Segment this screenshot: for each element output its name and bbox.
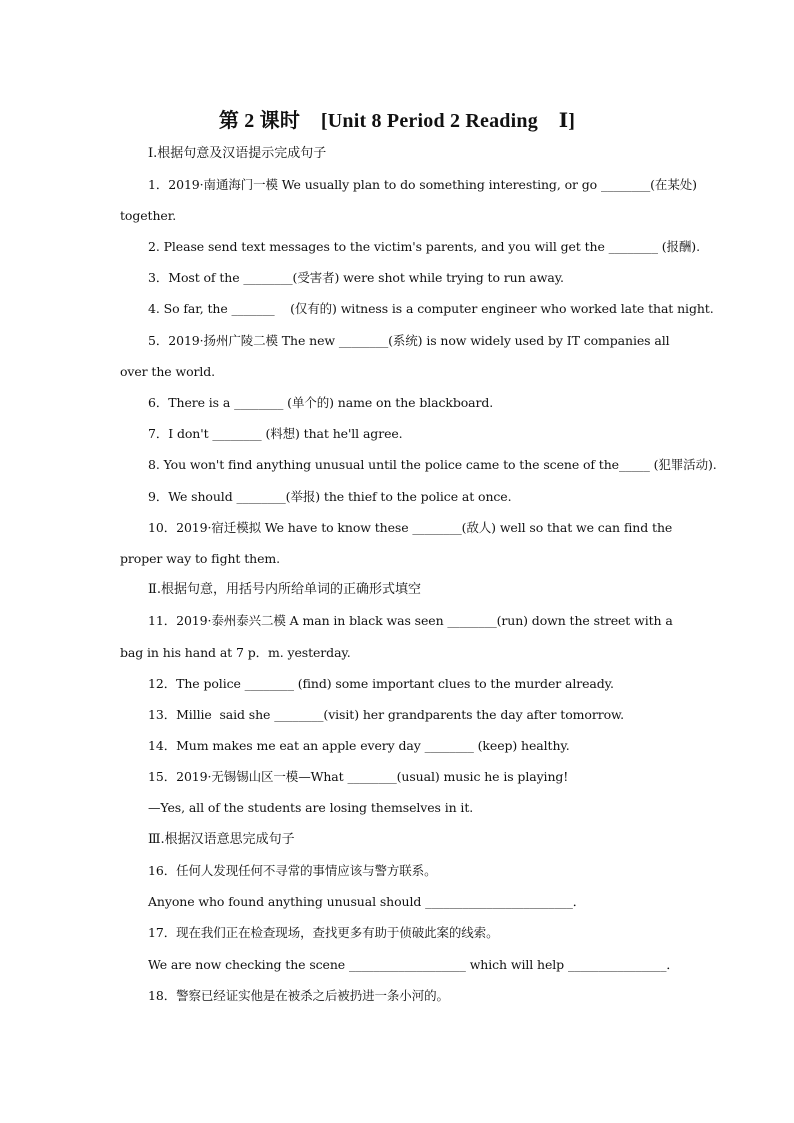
question-6: 6．There is a ________ (单个的) name on the blackboard. xyxy=(148,395,494,410)
question-15-line-1: 15．2019·无锡锡山区一模—What ________(usual) music he is playing! xyxy=(148,769,569,784)
question-11-line-1: 11．2019·泰州泰兴二模 A man in black was seen ________(run) down the street with a xyxy=(148,613,673,628)
question-3: 3．Most of the ________(受害者) were shot while trying to run away. xyxy=(148,270,564,285)
question-9: 9．We should ________(举报) the thief to the police at once. xyxy=(148,489,512,504)
question-13: 13．Millie said she ________(visit) her grandparents the day after tomorrow. xyxy=(148,707,624,722)
question-10-line-2: proper way to fight them. xyxy=(120,551,281,566)
section-1-heading: Ⅰ.根据句意及汉语提示完成句子 xyxy=(148,146,327,161)
question-15-line-2: —Yes, all of the students are losing themselves in it. xyxy=(148,800,474,815)
question-5-line-2: over the world. xyxy=(120,364,216,379)
question-12: 12．The police ________ (find) some important clues to the murder already. xyxy=(148,676,614,691)
question-7: 7．I don't ________ (料想) that he'll agree. xyxy=(148,426,403,441)
question-2: 2. Please send text messages to the victim's parents, and you will get the ________ (报酬). xyxy=(148,239,700,254)
question-17-chinese: 17．现在我们正在检查现场，查找更多有助于侦破此案的线索。 xyxy=(148,925,499,940)
question-16-chinese: 16．任何人发现任何不寻常的事情应该与警方联系。 xyxy=(148,863,437,878)
question-11-line-2: bag in his hand at 7 p．m. yesterday. xyxy=(120,645,351,660)
question-18-chinese: 18．警察已经证实他是在被杀之后被扔进一条小河的。 xyxy=(148,988,449,1003)
question-5-line-1: 5．2019·扬州广陵二模 The new ________(系统) is now widely used by IT companies all xyxy=(148,333,670,348)
question-1-line-2: together. xyxy=(120,208,177,223)
section-3-heading: Ⅲ.根据汉语意思完成句子 xyxy=(148,832,295,847)
question-10-line-1: 10．2019·宿迁模拟 We have to know these ________(敌人) well so that we can find the xyxy=(148,520,673,535)
question-17-english: We are now checking the scene ___________________ which will help ________________． xyxy=(148,957,679,972)
question-1-line-1: 1．2019·南通海门一模 We usually plan to do something interesting, or go ________(在某处) xyxy=(148,177,697,192)
question-14: 14．Mum makes me eat an apple every day ________ (keep) healthy. xyxy=(148,738,570,753)
section-2-heading: Ⅱ.根据句意，用括号内所给单词的正确形式填空 xyxy=(148,582,421,597)
page-title: 第 2 课时 [Unit 8 Period 2 Reading Ⅰ] xyxy=(218,110,576,132)
question-16-english: Anyone who found anything unusual should ________________________． xyxy=(148,894,586,909)
question-8: 8. You won't find anything unusual until the police came to the scene of the_____ (犯罪活动). xyxy=(148,457,717,472)
question-4: 4. So far, the _______ (仅有的) witness is a computer engineer who worked late that night. xyxy=(148,301,714,316)
